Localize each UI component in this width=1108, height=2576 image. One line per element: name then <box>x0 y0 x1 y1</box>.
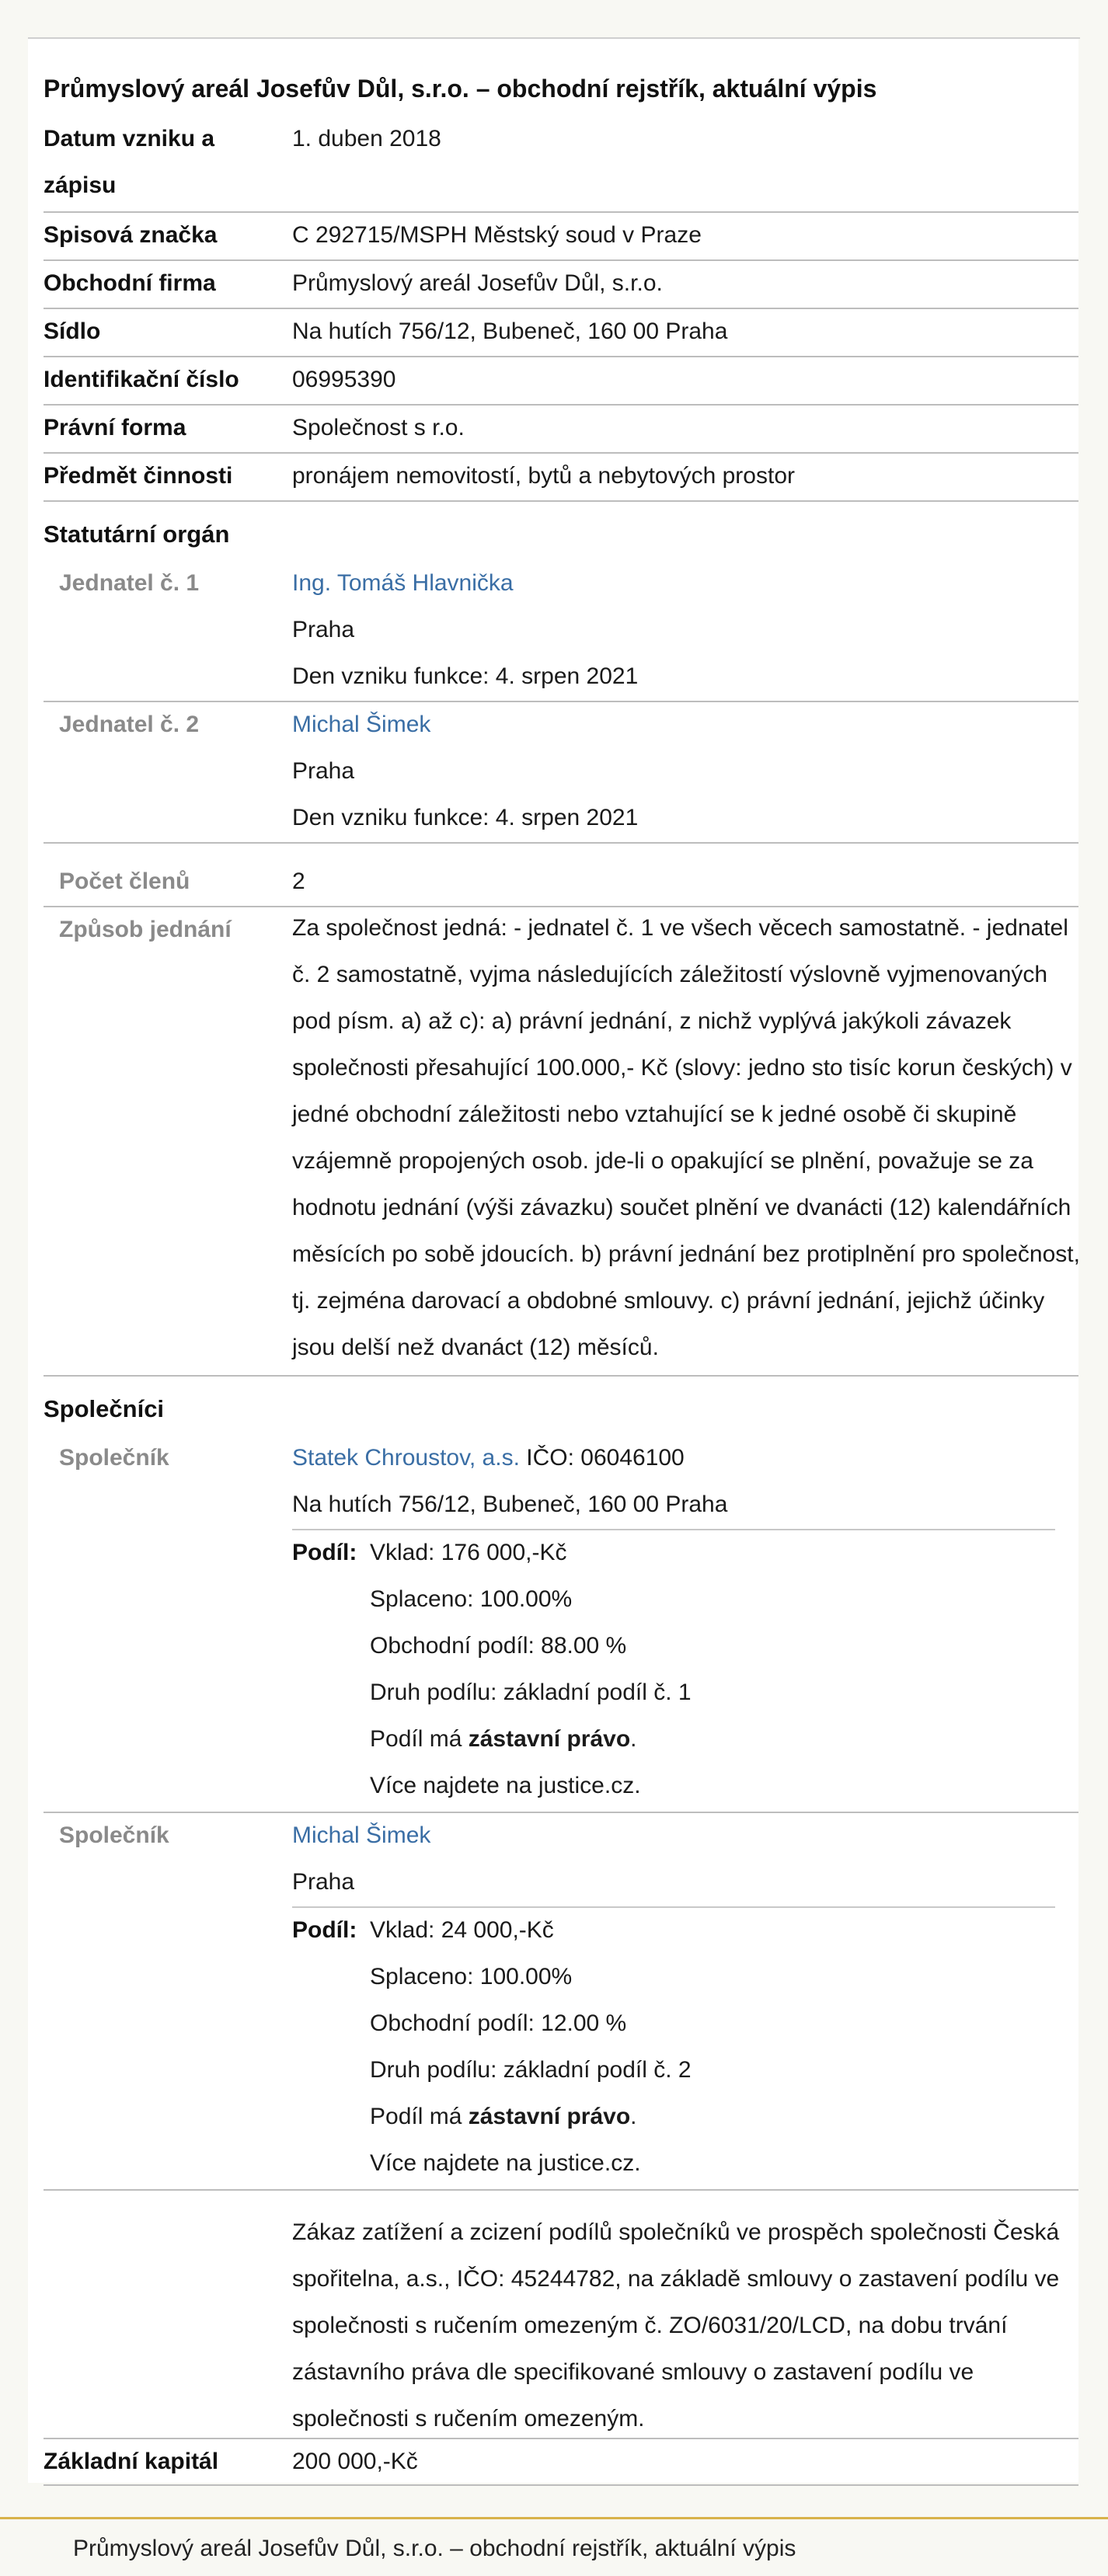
label-predmet-cinnosti: Předmět činnosti <box>44 463 233 489</box>
value-zastavni-pravo-2 <box>370 2104 637 2130</box>
label-spolecnik-2: Společník <box>59 1822 169 1848</box>
row-divider <box>44 2438 1078 2439</box>
link-spolecnik-2-name[interactable]: Michal Šimek <box>292 1822 431 1848</box>
row-divider <box>44 211 1078 213</box>
spolecnik-1-ico: IČO: 06046100 <box>519 1445 685 1471</box>
inner-divider <box>292 1529 1055 1530</box>
link-jednatel-2-name[interactable]: Michal Šimek <box>292 712 431 737</box>
value-splaceno-1: Splaceno: 100.00% <box>370 1586 573 1612</box>
section-spolecnici: Společníci <box>44 1395 165 1422</box>
value-vklad-1: Vklad: 176 000,-Kč <box>370 1540 567 1565</box>
value-obchodni-podil-2: Obchodní podíl: 12.00 % <box>370 2010 627 2036</box>
value-splaceno-2: Splaceno: 100.00% <box>370 1964 573 1989</box>
label-jednatel-1: Jednatel č. 1 <box>59 570 200 596</box>
value-vice-justice-2: Více najdete na justice.cz. <box>370 2150 641 2176</box>
label-identifikacni-cislo: Identifikační číslo <box>44 367 239 392</box>
zastava-end: . <box>630 1726 637 1752</box>
row-divider <box>44 701 1078 702</box>
text-line: pod písm. a) až c): a) právní jednání, z nichž vyplývá jakýkoli závazek <box>292 1008 1012 1034</box>
row-divider <box>44 500 1078 502</box>
label-pravni-forma: Právní forma <box>44 415 186 440</box>
label-obchodni-firma: Obchodní firma <box>44 270 216 296</box>
text-line: společnosti s ručením omezeným. <box>292 2406 645 2432</box>
zastava-end: . <box>630 2104 637 2129</box>
value-pravni-forma: Společnost s r.o. <box>292 415 465 440</box>
text-line: tj. zejména darovací a obdobné smlouvy. c) právní jednání, jejichž účinky <box>292 1288 1045 1314</box>
label-jednatel-2: Jednatel č. 2 <box>59 712 200 737</box>
text-line: č. 2 samostatně, vyjma následujících záležitostí výslovně vyjmenovaných <box>292 962 1048 987</box>
label-zpusob-jednani: Způsob jednání <box>59 917 232 942</box>
link-spolecnik-1-name[interactable]: Statek Chroustov, a.s. <box>292 1445 520 1471</box>
inner-divider <box>292 1906 1055 1908</box>
value-zakladni-kapital: 200 000,-Kč <box>292 2449 418 2474</box>
zastava-text: Podíl má <box>370 1726 469 1752</box>
label-spisova-znacka: Spisová značka <box>44 222 218 248</box>
label-spolecnik-1: Společník <box>59 1445 169 1471</box>
value-spolecnik-1-address: Na hutích 756/12, Bubeneč, 160 00 Praha <box>292 1492 728 1517</box>
value-jednatel-1-since: Den vzniku funkce: 4. srpen 2021 <box>292 663 639 689</box>
value-obchodni-firma: Průmyslový areál Josefův Důl, s.r.o. <box>292 270 663 296</box>
row-divider <box>44 404 1078 406</box>
value-identifikacni-cislo: 06995390 <box>292 367 396 392</box>
value-vklad-2: Vklad: 24 000,-Kč <box>370 1917 554 1943</box>
row-divider <box>44 308 1078 309</box>
footer-title: Průmyslový areál Josefův Důl, s.r.o. – obchodní rejstřík, aktuální výpis <box>73 2536 796 2561</box>
row-divider <box>44 356 1078 357</box>
text-line: společnosti přesahující 100.000,- Kč (slovy: jedno sto tisíc korun českých) v <box>292 1055 1072 1081</box>
value-spisova-znacka: C 292715/MSPH Městský soud v Praze <box>292 222 702 248</box>
zastava-bold: zástavní právo <box>468 1726 631 1752</box>
label-datum-line2: zápisu <box>44 172 117 198</box>
value-druh-podilu-2: Druh podílu: základní podíl č. 2 <box>370 2057 692 2083</box>
value-obchodni-podil-1: Obchodní podíl: 88.00 % <box>370 1633 627 1659</box>
row-divider <box>44 842 1078 844</box>
text-line: Zákaz zatížení a zcizení podílů společníků ve prospěch společnosti Česká <box>292 2219 1060 2245</box>
zastava-bold: zástavní právo <box>468 2104 631 2129</box>
row-divider <box>44 1375 1078 1377</box>
label-podil-2: Podíl: <box>292 1917 357 1943</box>
value-spolecnik-2-city: Praha <box>292 1869 355 1895</box>
value-pocet-clenu: 2 <box>292 869 305 894</box>
label-zakladni-kapital: Základní kapitál <box>44 2449 219 2474</box>
label-podil-1: Podíl: <box>292 1540 357 1565</box>
value-zakaz-zatizeni <box>292 2209 1059 2442</box>
row-divider <box>44 1812 1078 1813</box>
value-jednatel-1-city: Praha <box>292 617 355 642</box>
text-line: spořitelna, a.s., IČO: 45244782, na základě smlouvy o zastavení podílu ve <box>292 2266 1060 2292</box>
value-jednatel-2-since: Den vzniku funkce: 4. srpen 2021 <box>292 805 639 830</box>
text-line: vzájemně propojených osob. jde-li o opakující se plnění, považuje se za <box>292 1148 1033 1174</box>
footer-divider <box>0 2517 1108 2519</box>
value-vice-justice-1: Více najdete na justice.cz. <box>370 1773 641 1798</box>
row-divider <box>44 2189 1078 2191</box>
row-divider <box>44 259 1078 261</box>
value-sidlo: Na hutích 756/12, Bubeneč, 160 00 Praha <box>292 319 728 344</box>
value-zastavni-pravo-1 <box>370 1726 637 1753</box>
text-line: Za společnost jedná: - jednatel č. 1 ve všech věcech samostatně. - jednatel <box>292 915 1068 941</box>
label-pocet-clenu: Počet členů <box>59 869 190 894</box>
text-line: jsou delší než dvanáct (12) měsíců. <box>292 1335 659 1360</box>
value-zpusob-jednani <box>292 905 1080 1371</box>
text-line: měsících po sobě jdoucích. b) právní jednání bez protiplnění pro společnost, <box>292 1241 1080 1267</box>
text-line: hodnotu jednání (výši závazku) součet plnění ve dvanácti (12) kalendářních <box>292 1195 1071 1220</box>
value-predmet-cinnosti: pronájem nemovitostí, bytů a nebytových prostor <box>292 463 795 489</box>
zastava-text: Podíl má <box>370 2104 469 2129</box>
label-sidlo: Sídlo <box>44 319 101 344</box>
text-line: společnosti s ručením omezeným č. ZO/6031/20/LCD, na dobu trvání <box>292 2313 1008 2338</box>
row-divider <box>44 452 1078 454</box>
link-jednatel-1-name[interactable]: Ing. Tomáš Hlavnička <box>292 570 514 596</box>
value-spolecnik-1-header <box>292 1445 685 1471</box>
text-line: zástavního práva dle specifikované smlouvy o zastavení podílu ve <box>292 2359 974 2385</box>
text-line: jedné obchodní záležitosti nebo vztahující se k jedné osobě či skupině <box>292 1102 1017 1127</box>
value-datum: 1. duben 2018 <box>292 126 441 151</box>
value-jednatel-2-city: Praha <box>292 758 355 784</box>
register-extract <box>28 39 1078 2483</box>
document-title: Průmyslový areál Josefův Důl, s.r.o. – obchodní rejstřík, aktuální výpis <box>44 75 877 103</box>
section-statutarni-organ: Statutární orgán <box>44 520 230 548</box>
label-datum-line1: Datum vzniku a <box>44 126 215 151</box>
row-divider <box>44 2484 1078 2486</box>
value-druh-podilu-1: Druh podílu: základní podíl č. 1 <box>370 1680 692 1705</box>
